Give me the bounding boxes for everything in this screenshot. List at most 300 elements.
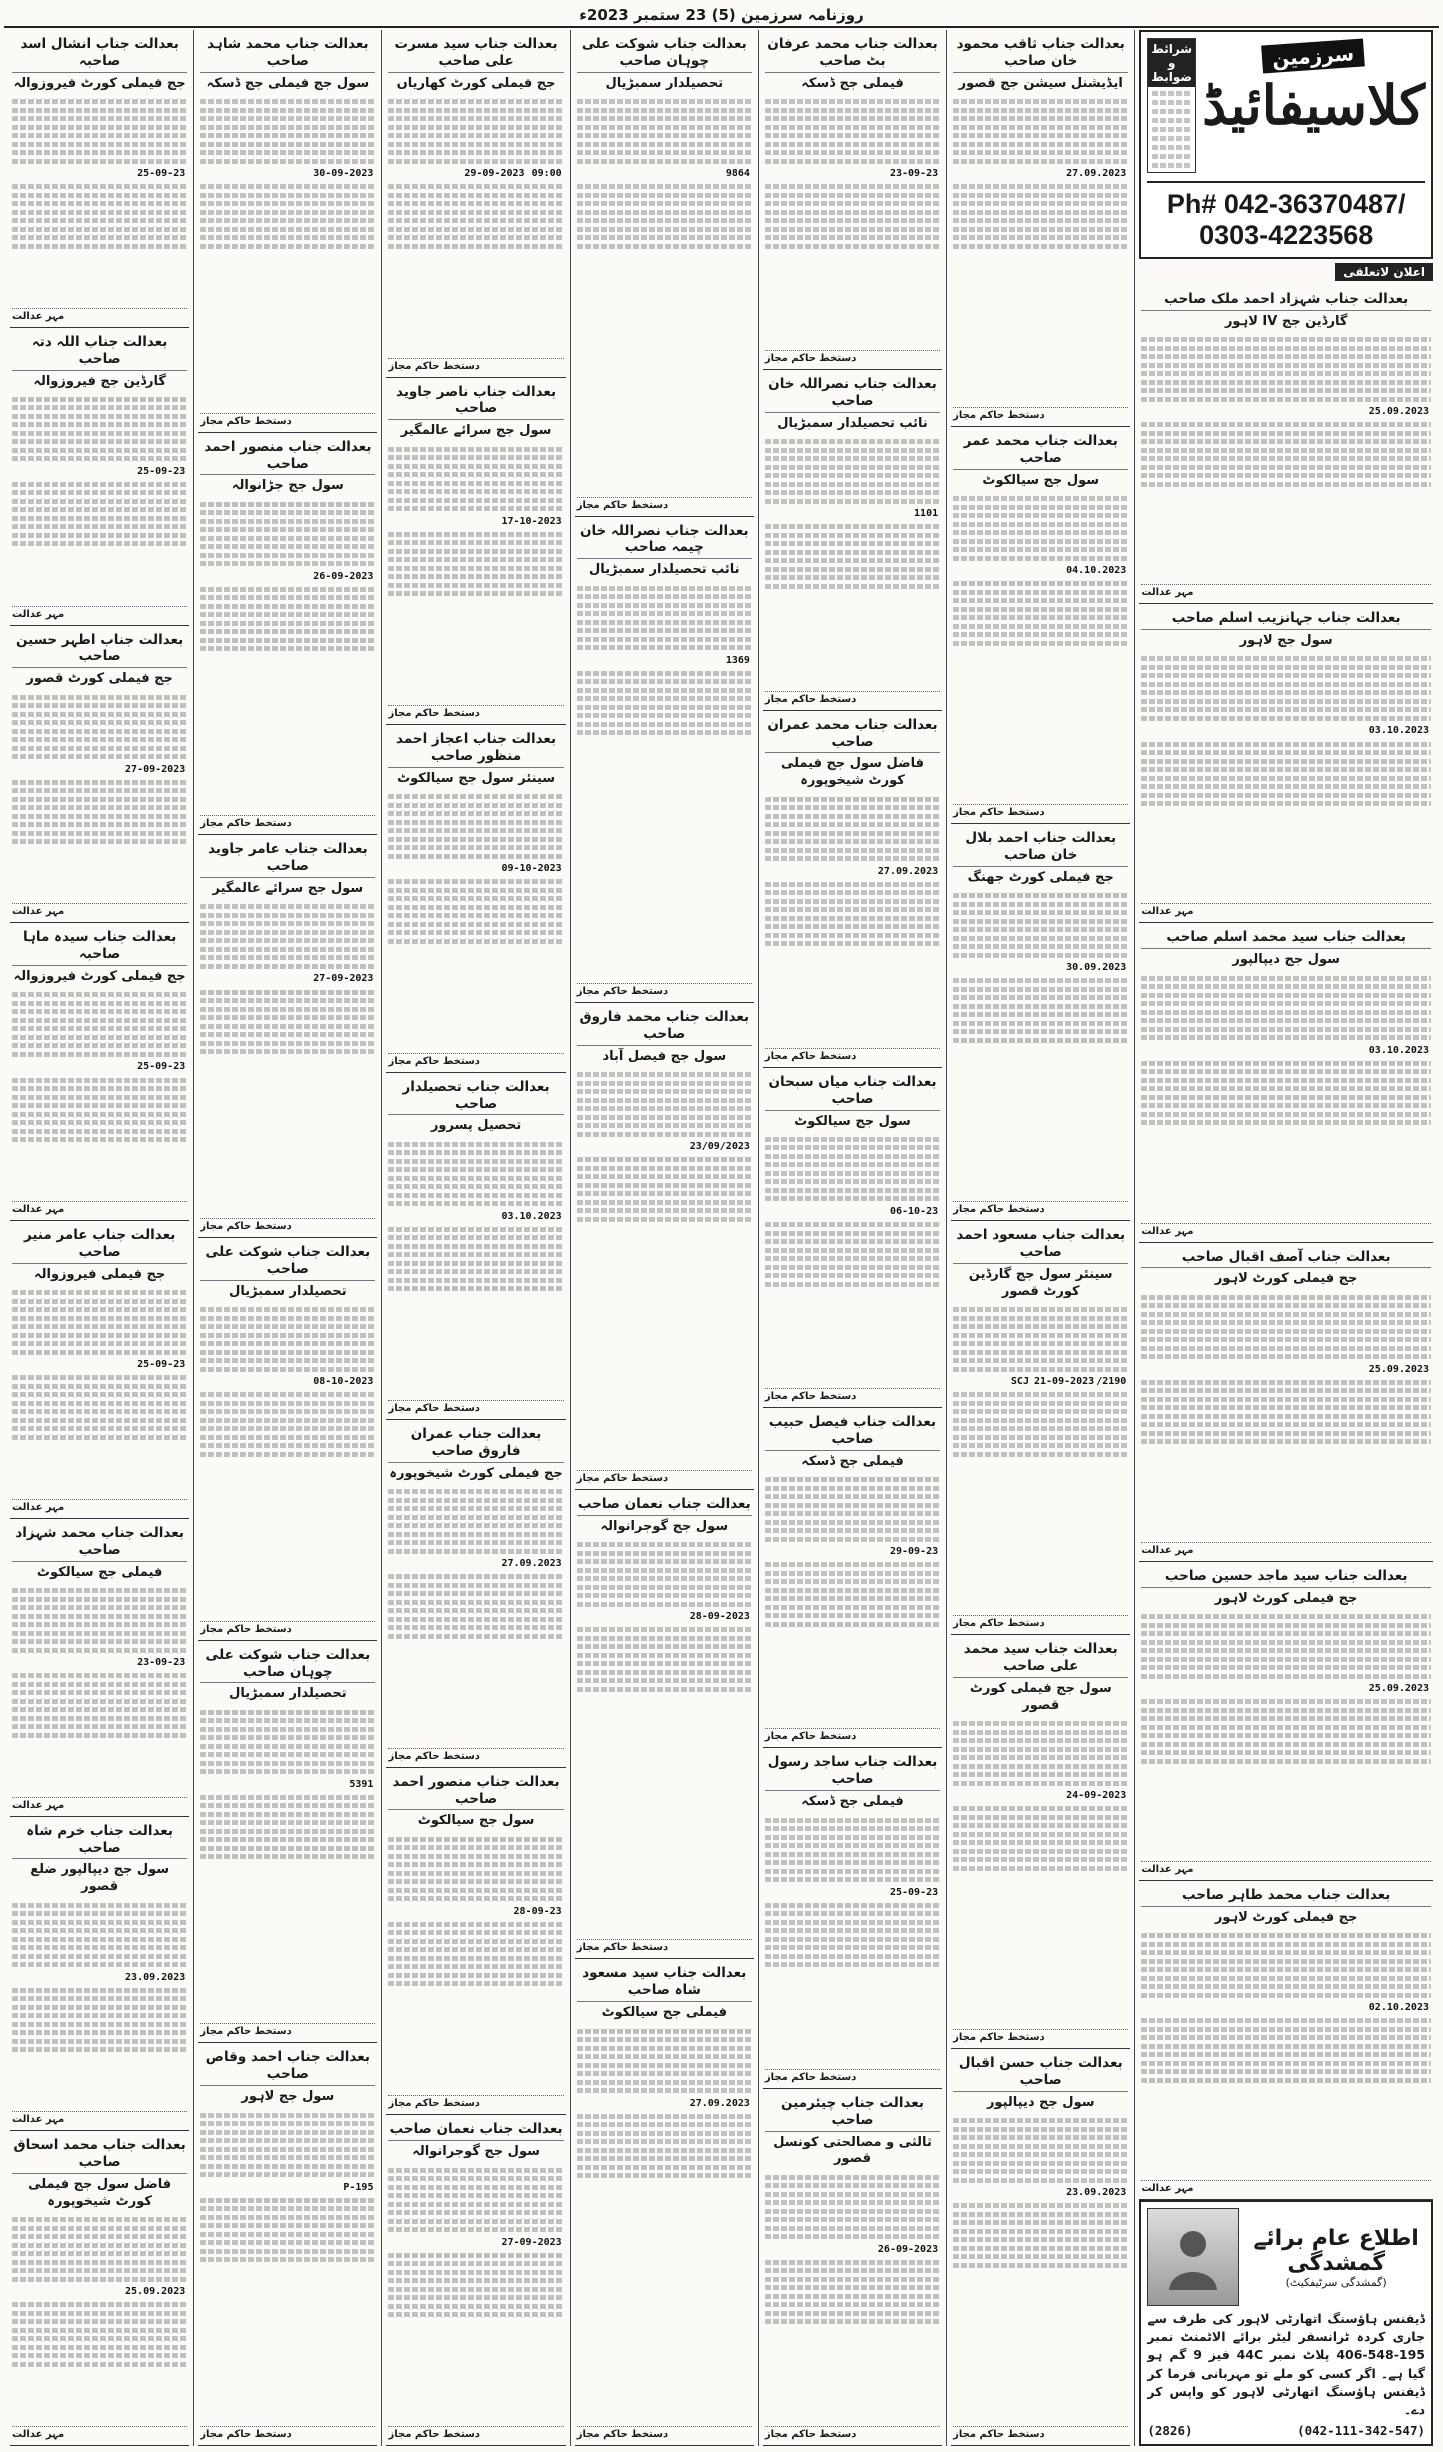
text-line bbox=[1152, 154, 1191, 159]
text-line bbox=[12, 1920, 187, 1925]
text-line bbox=[577, 1670, 752, 1675]
text-line bbox=[953, 133, 1128, 138]
text-line bbox=[388, 1608, 563, 1613]
text-line bbox=[388, 1837, 563, 1842]
text-line bbox=[388, 1617, 563, 1622]
text-line bbox=[12, 2277, 187, 2282]
signature-line: مہر عدالت bbox=[12, 903, 187, 917]
court-name: فاضل سول جج فیملی کورٹ شیخوپورہ bbox=[780, 756, 925, 789]
court-notice bbox=[386, 1420, 565, 1768]
text-line bbox=[12, 244, 187, 249]
text-line bbox=[577, 125, 752, 130]
text-line bbox=[12, 1903, 187, 1908]
text-line bbox=[953, 2152, 1128, 2157]
text-line bbox=[765, 524, 940, 529]
signature-line: دستخط حاکم مجاز bbox=[765, 2069, 940, 2083]
court-notice bbox=[198, 1641, 377, 2044]
text-line bbox=[1141, 1010, 1431, 1015]
text-line bbox=[953, 632, 1128, 637]
court-notice bbox=[386, 1073, 565, 1421]
text-line bbox=[765, 805, 940, 810]
text-line bbox=[12, 2362, 187, 2367]
text-line bbox=[388, 1947, 563, 1952]
text-line bbox=[577, 1191, 752, 1196]
text-line bbox=[953, 1316, 1128, 1321]
notice-body bbox=[388, 1138, 563, 1397]
text-line bbox=[1141, 1120, 1431, 1125]
court-heading: بعدالت جناب انشال اسد صاحبہ bbox=[12, 34, 187, 73]
court-heading: بعدالت جناب نصراللہ خان صاحب bbox=[765, 374, 940, 413]
text-line bbox=[577, 1644, 752, 1649]
text-line bbox=[200, 938, 375, 943]
notice-body bbox=[1141, 1930, 1431, 2177]
text-line bbox=[12, 1682, 187, 1687]
text-line bbox=[388, 210, 563, 215]
text-line bbox=[765, 1137, 940, 1142]
text-line bbox=[388, 1523, 563, 1528]
text-line bbox=[1141, 422, 1431, 427]
text-line bbox=[388, 1159, 563, 1164]
text-line bbox=[765, 1239, 940, 1244]
text-line bbox=[12, 142, 187, 147]
text-line bbox=[953, 2169, 1128, 2174]
text-line bbox=[12, 1707, 187, 1712]
text-line bbox=[1141, 346, 1431, 351]
text-line bbox=[1141, 1742, 1431, 1747]
text-line bbox=[388, 896, 563, 901]
signature-line: دستخط حاکم مجاز bbox=[388, 1400, 563, 1414]
text-line bbox=[1141, 1414, 1431, 1419]
text-line bbox=[388, 1498, 563, 1503]
notice-body bbox=[765, 2171, 940, 2423]
notice-date: 04.10.2023 bbox=[1066, 565, 1127, 577]
text-line bbox=[12, 1341, 187, 1346]
text-line bbox=[953, 927, 1128, 932]
signature-line: دستخط حاکم مجاز bbox=[765, 2426, 940, 2440]
text-line bbox=[953, 556, 1128, 561]
text-line bbox=[765, 1911, 940, 1916]
text-line bbox=[1141, 465, 1431, 470]
text-line bbox=[388, 913, 563, 918]
text-line bbox=[953, 1392, 1128, 1397]
text-line bbox=[1141, 690, 1431, 695]
text-line bbox=[953, 1823, 1128, 1828]
court-notice bbox=[575, 1490, 754, 1960]
text-line bbox=[200, 964, 375, 969]
signature-line: دستخط حاکم مجاز bbox=[953, 804, 1128, 818]
signature-line: دستخط حاکم مجاز bbox=[953, 2426, 1128, 2440]
text-line bbox=[577, 1208, 752, 1213]
text-line bbox=[765, 1145, 940, 1150]
court-heading: بعدالت جناب محمد اسحاق صاحب bbox=[12, 2135, 187, 2174]
court-heading: بعدالت جناب خرم شاہ صاحب bbox=[12, 1821, 187, 1860]
text-line bbox=[765, 1171, 940, 1176]
text-line bbox=[12, 2039, 187, 2044]
notice-body bbox=[953, 890, 1128, 1198]
text-line bbox=[388, 1489, 563, 1494]
text-line bbox=[765, 1282, 940, 1287]
notice-date: 27.09.2023 bbox=[689, 2097, 750, 2109]
dateline: روزنامہ سرزمین (5) 23 ستمبر 2023ء bbox=[579, 6, 864, 24]
notice-body bbox=[200, 96, 375, 410]
text-line bbox=[953, 235, 1128, 240]
text-line bbox=[12, 831, 187, 836]
text-line bbox=[953, 590, 1128, 595]
text-line bbox=[577, 620, 752, 625]
text-line bbox=[12, 1120, 187, 1125]
text-line bbox=[1141, 1674, 1431, 1679]
text-line bbox=[953, 1426, 1128, 1431]
text-line bbox=[388, 1235, 563, 1240]
signature-line: دستخط حاکم مجاز bbox=[200, 2023, 375, 2037]
court-name: سول جج دیپالپور bbox=[986, 2094, 1095, 2110]
notice-date: 23-09-23 bbox=[889, 168, 939, 180]
text-line bbox=[577, 2046, 752, 2051]
text-line bbox=[765, 1860, 940, 1865]
court-name: جج فیملی کورٹ لاہور bbox=[1214, 1909, 1358, 1925]
text-line bbox=[953, 1358, 1128, 1363]
text-line bbox=[577, 1568, 752, 1573]
text-line bbox=[577, 1542, 752, 1547]
text-line bbox=[200, 2113, 375, 2118]
text-line bbox=[200, 519, 375, 524]
text-line bbox=[388, 1176, 563, 1181]
notice-body bbox=[388, 1486, 563, 1745]
text-line bbox=[765, 1605, 940, 1610]
text-line bbox=[953, 893, 1128, 898]
text-line bbox=[12, 1418, 187, 1423]
notice-date: P-195 bbox=[343, 2181, 374, 2193]
notice-body bbox=[12, 989, 187, 1198]
court-notice bbox=[198, 433, 377, 836]
text-line bbox=[953, 581, 1128, 586]
text-line bbox=[577, 2156, 752, 2161]
text-line bbox=[577, 227, 752, 232]
text-line bbox=[577, 1593, 752, 1598]
text-line bbox=[1152, 145, 1191, 150]
text-line bbox=[765, 1903, 940, 1908]
text-line bbox=[953, 598, 1128, 603]
text-line bbox=[200, 2164, 375, 2169]
text-line bbox=[12, 2336, 187, 2341]
court-notice bbox=[10, 1221, 189, 1519]
text-line bbox=[200, 2198, 375, 2203]
text-line bbox=[1141, 1967, 1431, 1972]
text-line bbox=[765, 108, 940, 113]
text-line bbox=[953, 2229, 1128, 2234]
text-line bbox=[953, 496, 1128, 501]
text-line bbox=[1141, 1035, 1431, 1040]
text-line bbox=[388, 2270, 563, 2275]
court-notice bbox=[575, 1959, 754, 2446]
court-notice bbox=[1139, 923, 1433, 1242]
text-line bbox=[1141, 1312, 1431, 1317]
text-line bbox=[1141, 1380, 1431, 1385]
text-line bbox=[765, 1835, 940, 1840]
text-line bbox=[12, 1307, 187, 1312]
text-line bbox=[12, 1086, 187, 1091]
notice-date: 25-09-23 bbox=[137, 168, 186, 180]
text-line bbox=[388, 532, 563, 537]
text-line bbox=[765, 916, 940, 921]
notice-body bbox=[1141, 1291, 1431, 1538]
text-line bbox=[200, 621, 375, 626]
notice-body bbox=[12, 96, 187, 305]
text-line bbox=[577, 628, 752, 633]
text-line bbox=[388, 574, 563, 579]
text-line bbox=[12, 1622, 187, 1627]
court-notice bbox=[1139, 1562, 1433, 1881]
text-line bbox=[1141, 1725, 1431, 1730]
text-line bbox=[200, 1837, 375, 1842]
text-line bbox=[577, 2029, 752, 2034]
notice-body bbox=[12, 691, 187, 900]
text-line bbox=[765, 814, 940, 819]
signature-line: مہر عدالت bbox=[12, 1201, 187, 1215]
text-line bbox=[12, 439, 187, 444]
text-line bbox=[12, 235, 187, 240]
text-line bbox=[200, 1710, 375, 1715]
text-line bbox=[1141, 1950, 1431, 1955]
text-line bbox=[12, 2047, 187, 2052]
text-line bbox=[200, 904, 375, 909]
text-line bbox=[953, 1832, 1128, 1837]
court-notice bbox=[951, 427, 1130, 824]
court-notice bbox=[1139, 285, 1433, 604]
signature-line: مہر عدالت bbox=[1141, 1861, 1431, 1875]
text-line bbox=[388, 1278, 563, 1283]
court-notice bbox=[1139, 1243, 1433, 1562]
text-line bbox=[200, 1049, 375, 1054]
text-line bbox=[953, 2246, 1128, 2251]
text-line bbox=[388, 1574, 563, 1579]
notice-body bbox=[200, 1304, 375, 1618]
text-line bbox=[12, 1052, 187, 1057]
text-line bbox=[200, 184, 375, 189]
signature-line: مہر عدالت bbox=[1141, 1542, 1431, 1556]
text-line bbox=[200, 1452, 375, 1457]
text-line bbox=[953, 1038, 1128, 1043]
text-line bbox=[953, 995, 1128, 1000]
signature-line: دستخط حاکم مجاز bbox=[953, 1615, 1128, 1629]
text-line bbox=[765, 184, 940, 189]
text-line bbox=[1141, 1976, 1431, 1981]
text-line bbox=[765, 1520, 940, 1525]
text-line bbox=[12, 1937, 187, 1942]
text-line bbox=[200, 2138, 375, 2143]
text-line bbox=[765, 473, 940, 478]
text-line bbox=[953, 2144, 1128, 2149]
text-line bbox=[388, 1201, 563, 1206]
text-line bbox=[953, 1443, 1128, 1448]
court-heading: بعدالت جناب اطہر حسین صاحب bbox=[12, 630, 187, 669]
text-line bbox=[953, 2263, 1128, 2268]
text-line bbox=[388, 1981, 563, 1986]
text-line bbox=[953, 1307, 1128, 1312]
text-line bbox=[765, 1179, 940, 1184]
text-line bbox=[1141, 2078, 1431, 2083]
text-line bbox=[953, 159, 1128, 164]
text-line bbox=[388, 2287, 563, 2292]
court-name: جج فیملی فیروزوالہ bbox=[33, 1266, 166, 1282]
court-heading: بعدالت جناب چیئرمین صاحب bbox=[765, 2093, 940, 2132]
text-line bbox=[200, 1769, 375, 1774]
text-line bbox=[765, 1622, 940, 1627]
text-line bbox=[200, 921, 375, 926]
court-heading: بعدالت جناب محمد طاہر صاحب bbox=[1141, 1885, 1431, 1907]
text-line bbox=[953, 1341, 1128, 1346]
text-line bbox=[200, 1426, 375, 1431]
court-name: جج فیملی کورٹ فیروزوالہ bbox=[13, 969, 186, 985]
court-name: سینئر سول جج گارڈین کورٹ قصور bbox=[968, 1266, 1113, 1299]
court-name: فیملی جج ڈسکہ bbox=[801, 1453, 904, 1469]
court-heading: بعدالت جناب مسعود احمد صاحب bbox=[953, 1225, 1128, 1264]
text-line bbox=[388, 2210, 563, 2215]
text-line bbox=[12, 1605, 187, 1610]
court-notice bbox=[951, 1221, 1130, 1635]
text-line bbox=[765, 1571, 940, 1576]
person-photo bbox=[1147, 2208, 1239, 2306]
notice-date: 2190/SCJ bbox=[1010, 1376, 1127, 1388]
text-line bbox=[200, 604, 375, 609]
text-line bbox=[200, 125, 375, 130]
text-line bbox=[388, 2278, 563, 2283]
text-line bbox=[765, 133, 940, 138]
text-line bbox=[200, 638, 375, 643]
text-line bbox=[200, 2130, 375, 2135]
text-line bbox=[1141, 431, 1431, 436]
notice-date: 25-09-23 bbox=[137, 465, 186, 477]
terms-title: شرائط و ضوابط bbox=[1148, 39, 1195, 87]
text-line bbox=[1141, 1733, 1431, 1738]
text-line bbox=[200, 913, 375, 918]
text-line bbox=[1141, 1623, 1431, 1628]
text-line bbox=[765, 1588, 940, 1593]
text-line bbox=[12, 1631, 187, 1636]
text-line bbox=[953, 2135, 1128, 2140]
court-name: جج فیملی کورٹ شیخوپورہ bbox=[389, 1465, 563, 1481]
text-line bbox=[12, 1962, 187, 1967]
text-line bbox=[388, 540, 563, 545]
text-line bbox=[12, 507, 187, 512]
text-line bbox=[200, 1718, 375, 1723]
text-line bbox=[12, 2022, 187, 2027]
notice-body bbox=[388, 1833, 563, 2092]
text-line bbox=[200, 1443, 375, 1448]
signature-line: دستخط حاکم مجاز bbox=[200, 1218, 375, 1232]
text-line bbox=[953, 2118, 1128, 2123]
court-heading: بعدالت جناب اعجاز احمد منظور صاحب bbox=[388, 729, 563, 768]
text-line bbox=[200, 133, 375, 138]
text-line bbox=[765, 558, 940, 563]
text-line bbox=[388, 2219, 563, 2224]
notice-date: 1101 bbox=[914, 508, 939, 520]
text-line bbox=[388, 1549, 563, 1554]
notice-body bbox=[200, 1706, 375, 2020]
text-line bbox=[953, 539, 1128, 544]
brand-block bbox=[1202, 38, 1425, 173]
text-line bbox=[953, 2237, 1128, 2242]
notice-date: 30.09.2023 bbox=[1066, 962, 1127, 974]
text-line bbox=[1141, 1648, 1431, 1653]
text-line bbox=[953, 2178, 1128, 2183]
signature-line: دستخط حاکم مجاز bbox=[953, 2029, 1128, 2043]
text-line bbox=[953, 2203, 1128, 2208]
text-line bbox=[765, 1494, 940, 1499]
notice-date: 23.09.2023 bbox=[1066, 2187, 1127, 2199]
text-line bbox=[765, 1852, 940, 1857]
text-line bbox=[765, 831, 940, 836]
text-line bbox=[953, 1747, 1128, 1752]
text-line bbox=[388, 481, 563, 486]
notice-date: 9864 bbox=[725, 168, 750, 180]
text-line bbox=[953, 641, 1128, 646]
text-line bbox=[577, 2071, 752, 2076]
text-line bbox=[765, 1826, 940, 1831]
text-line bbox=[388, 811, 563, 816]
court-heading: بعدالت جناب محمد شاہد صاحب bbox=[200, 34, 375, 73]
text-line bbox=[765, 125, 940, 130]
text-line bbox=[12, 1673, 187, 1678]
text-line bbox=[12, 210, 187, 215]
text-line bbox=[1152, 163, 1191, 168]
text-line bbox=[1141, 1657, 1431, 1662]
text-line bbox=[12, 1588, 187, 1593]
text-line bbox=[12, 1112, 187, 1117]
text-line bbox=[12, 1095, 187, 1100]
classified-title: کلاسیفائیڈ bbox=[1202, 73, 1425, 137]
text-line bbox=[577, 1098, 752, 1103]
notice-body bbox=[765, 1814, 940, 2066]
notice-date: 28-09-2023 bbox=[689, 1611, 750, 1622]
text-line bbox=[388, 218, 563, 223]
text-line bbox=[12, 482, 187, 487]
text-line bbox=[577, 730, 752, 735]
text-line bbox=[953, 513, 1128, 518]
text-line bbox=[12, 822, 187, 827]
text-line bbox=[1141, 1993, 1431, 1998]
text-line bbox=[577, 1132, 752, 1137]
text-line bbox=[200, 612, 375, 617]
text-line bbox=[200, 244, 375, 249]
text-line bbox=[765, 1256, 940, 1261]
column-1 bbox=[1134, 30, 1437, 2446]
text-line bbox=[765, 1188, 940, 1193]
court-heading: بعدالت جناب محمد شہزاد صاحب bbox=[12, 1523, 187, 1562]
court-notice bbox=[575, 517, 754, 1004]
text-line bbox=[388, 1956, 563, 1961]
signature-line: دستخط حاکم مجاز bbox=[200, 815, 375, 829]
text-line bbox=[12, 1103, 187, 1108]
text-line bbox=[12, 516, 187, 521]
signature-line: مہر عدالت bbox=[1141, 1223, 1431, 1237]
text-line bbox=[12, 805, 187, 810]
text-line bbox=[765, 142, 940, 147]
masthead-top bbox=[1147, 38, 1425, 173]
text-line bbox=[1141, 380, 1431, 385]
text-line bbox=[577, 688, 752, 693]
text-line bbox=[200, 1820, 375, 1825]
text-line bbox=[12, 2345, 187, 2350]
text-line bbox=[1141, 1699, 1431, 1704]
text-line bbox=[388, 1532, 563, 1537]
text-line bbox=[765, 1196, 940, 1201]
text-line bbox=[1141, 2069, 1431, 2074]
text-line bbox=[388, 1583, 563, 1588]
text-line bbox=[388, 498, 563, 503]
court-heading: بعدالت جناب فیصل حبیب صاحب bbox=[765, 1412, 940, 1451]
text-line bbox=[577, 1115, 752, 1120]
